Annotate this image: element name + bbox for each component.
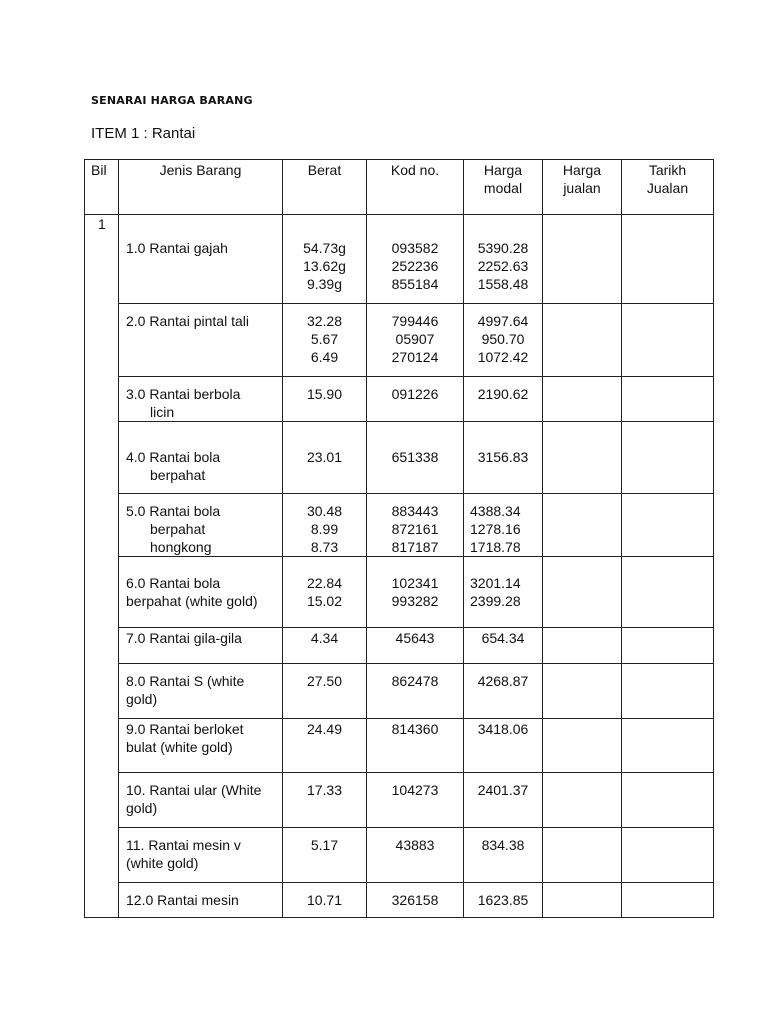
cell-harga-modal-line: 1072.42 bbox=[477, 349, 529, 365]
cell-berat bbox=[283, 494, 367, 557]
cell-harga-modal-line: 654.34 bbox=[481, 630, 525, 646]
table-row bbox=[85, 628, 714, 664]
cell-harga-modal-line: 1278.16 bbox=[470, 521, 521, 537]
cell-kod-no-line: 326158 bbox=[391, 892, 439, 908]
cell-berat bbox=[283, 215, 367, 304]
cell-berat-line: 4.34 bbox=[310, 630, 339, 646]
cell-harga-modal-line: 1558.48 bbox=[477, 276, 529, 292]
cell-jenis-barang-line: 4.0 Rantai bola bbox=[126, 449, 221, 465]
cell-jenis-barang-line: 9.0 Rantai berloket bbox=[126, 721, 244, 737]
cell-berat-line: 13.62g bbox=[303, 258, 346, 274]
cell-harga-modal bbox=[464, 215, 543, 304]
cell-harga-modal bbox=[464, 628, 543, 664]
cell-kod-no bbox=[367, 557, 464, 628]
cell-kod-no-line: 993282 bbox=[391, 593, 439, 609]
cell-berat-line: 17.33 bbox=[306, 782, 343, 798]
cell-harga-modal-line: 3201.14 bbox=[470, 575, 521, 591]
cell-berat-line: 54.73g bbox=[303, 240, 346, 256]
cell-jenis-barang bbox=[119, 664, 283, 719]
bil-value: 1 bbox=[98, 216, 106, 232]
cell-harga-modal bbox=[464, 377, 543, 422]
cell-harga-modal bbox=[464, 664, 543, 719]
table-row bbox=[85, 557, 714, 628]
cell-harga-modal-line: 3156.83 bbox=[477, 449, 529, 465]
cell-berat-line: 23.01 bbox=[306, 449, 343, 465]
header-bil: Bil bbox=[85, 160, 119, 215]
cell-kod-no-line: 799446 bbox=[391, 313, 439, 329]
cell-harga-modal bbox=[464, 304, 543, 377]
cell-harga-modal-line: 2399.28 bbox=[470, 593, 521, 609]
cell-kod-no-line: 43883 bbox=[395, 837, 435, 853]
cell-harga-modal-line: 2190.62 bbox=[477, 386, 529, 402]
cell-jenis-barang bbox=[119, 377, 283, 422]
header-kod-no: Kod no. bbox=[367, 160, 464, 215]
cell-kod-no-line: 093582 bbox=[391, 240, 439, 256]
cell-berat bbox=[283, 377, 367, 422]
cell-jenis-barang-line: 11. Rantai mesin v bbox=[126, 837, 241, 853]
cell-kod-no bbox=[367, 773, 464, 828]
cell-harga-modal bbox=[464, 557, 543, 628]
cell-jenis-barang-line: licin bbox=[150, 404, 175, 420]
cell-harga-modal bbox=[464, 422, 543, 494]
cell-jenis-barang bbox=[119, 883, 283, 918]
cell-kod-no bbox=[367, 422, 464, 494]
header-berat: Berat bbox=[283, 160, 367, 215]
cell-jenis-barang-line: 3.0 Rantai berbola bbox=[126, 386, 241, 402]
bil-cell bbox=[85, 215, 119, 918]
cell-harga-jualan bbox=[543, 215, 622, 304]
cell-jenis-barang bbox=[119, 215, 283, 304]
cell-harga-jualan bbox=[543, 377, 622, 422]
cell-jenis-barang bbox=[119, 628, 283, 664]
header-harga-jualan: Harga jualan bbox=[543, 160, 622, 215]
cell-berat bbox=[283, 773, 367, 828]
cell-harga-jualan bbox=[543, 628, 622, 664]
cell-kod-no-line: 872161 bbox=[391, 521, 439, 537]
cell-jenis-barang-line: 7.0 Rantai gila-gila bbox=[126, 630, 242, 646]
cell-kod-no-line: 252236 bbox=[391, 258, 439, 274]
cell-kod-no-line: 091226 bbox=[391, 386, 439, 402]
cell-harga-modal-line: 1718.78 bbox=[470, 539, 521, 555]
cell-berat-line: 15.02 bbox=[306, 593, 343, 609]
header-harga-modal: Harga modal bbox=[464, 160, 543, 215]
cell-berat-line: 8.73 bbox=[310, 539, 339, 555]
cell-jenis-barang bbox=[119, 773, 283, 828]
cell-kod-no-line: 102341 bbox=[391, 575, 439, 591]
cell-harga-jualan bbox=[543, 773, 622, 828]
cell-harga-modal-line: 950.70 bbox=[481, 331, 525, 347]
cell-harga-modal-line: 834.38 bbox=[481, 837, 525, 853]
cell-jenis-barang-line: 8.0 Rantai S (white bbox=[126, 673, 245, 689]
table-row bbox=[85, 494, 714, 557]
header-jenis-barang: Jenis Barang bbox=[119, 160, 283, 215]
cell-berat bbox=[283, 628, 367, 664]
cell-kod-no-line: 45643 bbox=[395, 630, 435, 646]
cell-berat-line: 27.50 bbox=[306, 673, 343, 689]
table-row bbox=[85, 215, 714, 304]
cell-harga-jualan bbox=[543, 664, 622, 719]
cell-berat-line: 8.99 bbox=[310, 521, 339, 537]
cell-kod-no bbox=[367, 215, 464, 304]
price-list-table bbox=[84, 159, 714, 918]
cell-jenis-barang-line: (white gold) bbox=[126, 855, 199, 871]
cell-harga-jualan bbox=[543, 883, 622, 918]
cell-kod-no bbox=[367, 719, 464, 773]
cell-harga-modal bbox=[464, 828, 543, 883]
table-row bbox=[85, 664, 714, 719]
cell-berat-line: 32.28 bbox=[306, 313, 343, 329]
cell-berat-line: 5.17 bbox=[310, 837, 339, 853]
cell-berat bbox=[283, 422, 367, 494]
cell-berat-line: 5.67 bbox=[310, 331, 339, 347]
cell-harga-jualan bbox=[543, 719, 622, 773]
cell-tarikh-jualan bbox=[622, 494, 714, 557]
header-row bbox=[85, 160, 714, 215]
cell-harga-modal-line: 4388.34 bbox=[470, 503, 521, 519]
cell-tarikh-jualan bbox=[622, 557, 714, 628]
cell-berat-line: 15.90 bbox=[306, 386, 343, 402]
cell-kod-no-line: 05907 bbox=[395, 331, 435, 347]
cell-jenis-barang bbox=[119, 557, 283, 628]
item-subheading: ITEM 1 : Rantai bbox=[91, 125, 196, 142]
cell-tarikh-jualan bbox=[622, 628, 714, 664]
cell-harga-modal-line: 2252.63 bbox=[477, 258, 529, 274]
cell-kod-no bbox=[367, 304, 464, 377]
cell-tarikh-jualan bbox=[622, 215, 714, 304]
cell-kod-no-line: 883443 bbox=[391, 503, 439, 519]
cell-kod-no-line: 651338 bbox=[391, 449, 439, 465]
cell-berat-line: 9.39g bbox=[306, 276, 343, 292]
cell-jenis-barang bbox=[119, 828, 283, 883]
cell-berat-line: 22.84 bbox=[306, 575, 343, 591]
cell-kod-no bbox=[367, 628, 464, 664]
table-row bbox=[85, 883, 714, 918]
cell-berat bbox=[283, 557, 367, 628]
cell-harga-jualan bbox=[543, 304, 622, 377]
cell-jenis-barang-line: 2.0 Rantai pintal tali bbox=[126, 313, 249, 329]
cell-jenis-barang-line: 1.0 Rantai gajah bbox=[126, 240, 228, 256]
table-row bbox=[85, 719, 714, 773]
cell-berat-line: 10.71 bbox=[306, 892, 343, 908]
cell-tarikh-jualan bbox=[622, 304, 714, 377]
table-row bbox=[85, 828, 714, 883]
cell-jenis-barang-line: gold) bbox=[126, 800, 158, 816]
cell-jenis-barang bbox=[119, 494, 283, 557]
cell-tarikh-jualan bbox=[622, 828, 714, 883]
cell-kod-no bbox=[367, 494, 464, 557]
cell-jenis-barang bbox=[119, 304, 283, 377]
cell-berat bbox=[283, 883, 367, 918]
cell-berat-line: 6.49 bbox=[310, 349, 339, 365]
cell-berat bbox=[283, 664, 367, 719]
cell-jenis-barang-line: 12.0 Rantai mesin bbox=[126, 892, 239, 908]
cell-harga-modal bbox=[464, 773, 543, 828]
cell-harga-modal bbox=[464, 494, 543, 557]
cell-harga-modal-line: 3418.06 bbox=[477, 721, 529, 737]
cell-tarikh-jualan bbox=[622, 377, 714, 422]
cell-tarikh-jualan bbox=[622, 883, 714, 918]
cell-berat-line: 24.49 bbox=[306, 721, 343, 737]
cell-kod-no-line: 862478 bbox=[391, 673, 439, 689]
cell-harga-jualan bbox=[543, 557, 622, 628]
cell-harga-modal-line: 4997.64 bbox=[477, 313, 529, 329]
cell-tarikh-jualan bbox=[622, 422, 714, 494]
cell-kod-no bbox=[367, 377, 464, 422]
cell-tarikh-jualan bbox=[622, 719, 714, 773]
document-heading: SENARAI HARGA BARANG bbox=[91, 94, 253, 107]
cell-jenis-barang-line: berpahat (white gold) bbox=[126, 593, 258, 609]
cell-tarikh-jualan bbox=[622, 773, 714, 828]
cell-harga-jualan bbox=[543, 494, 622, 557]
cell-jenis-barang-line: bulat (white gold) bbox=[126, 739, 233, 755]
cell-jenis-barang-line: gold) bbox=[126, 691, 158, 707]
cell-berat-line: 30.48 bbox=[306, 503, 343, 519]
cell-harga-modal-line: 4268.87 bbox=[477, 673, 529, 689]
cell-jenis-barang-line: 10. Rantai ular (White bbox=[126, 782, 262, 798]
cell-harga-modal-line: 2401.37 bbox=[477, 782, 529, 798]
cell-harga-modal bbox=[464, 883, 543, 918]
table-row bbox=[85, 377, 714, 422]
cell-harga-jualan bbox=[543, 422, 622, 494]
cell-kod-no bbox=[367, 664, 464, 719]
cell-kod-no-line: 855184 bbox=[391, 276, 439, 292]
table-body bbox=[85, 215, 714, 918]
cell-berat bbox=[283, 828, 367, 883]
header-tarikh-jualan: Tarikh Jualan bbox=[622, 160, 714, 215]
cell-harga-modal bbox=[464, 719, 543, 773]
cell-kod-no bbox=[367, 828, 464, 883]
cell-harga-modal-line: 5390.28 bbox=[477, 240, 529, 256]
cell-jenis-barang-line: hongkong bbox=[150, 539, 212, 555]
cell-jenis-barang-line: 6.0 Rantai bola bbox=[126, 575, 221, 591]
table-row bbox=[85, 422, 714, 494]
cell-kod-no-line: 814360 bbox=[391, 721, 439, 737]
cell-jenis-barang-line: berpahat bbox=[150, 467, 206, 483]
cell-kod-no-line: 104273 bbox=[391, 782, 439, 798]
cell-harga-modal-line: 1623.85 bbox=[477, 892, 529, 908]
table-row bbox=[85, 304, 714, 377]
cell-jenis-barang bbox=[119, 719, 283, 773]
table-row bbox=[85, 773, 714, 828]
cell-kod-no-line: 270124 bbox=[391, 349, 439, 365]
cell-jenis-barang bbox=[119, 422, 283, 494]
cell-kod-no-line: 817187 bbox=[391, 539, 439, 555]
cell-tarikh-jualan bbox=[622, 664, 714, 719]
cell-berat bbox=[283, 304, 367, 377]
cell-berat bbox=[283, 719, 367, 773]
cell-kod-no bbox=[367, 883, 464, 918]
cell-jenis-barang-line: berpahat bbox=[150, 521, 206, 537]
cell-harga-jualan bbox=[543, 828, 622, 883]
cell-jenis-barang-line: 5.0 Rantai bola bbox=[126, 503, 221, 519]
